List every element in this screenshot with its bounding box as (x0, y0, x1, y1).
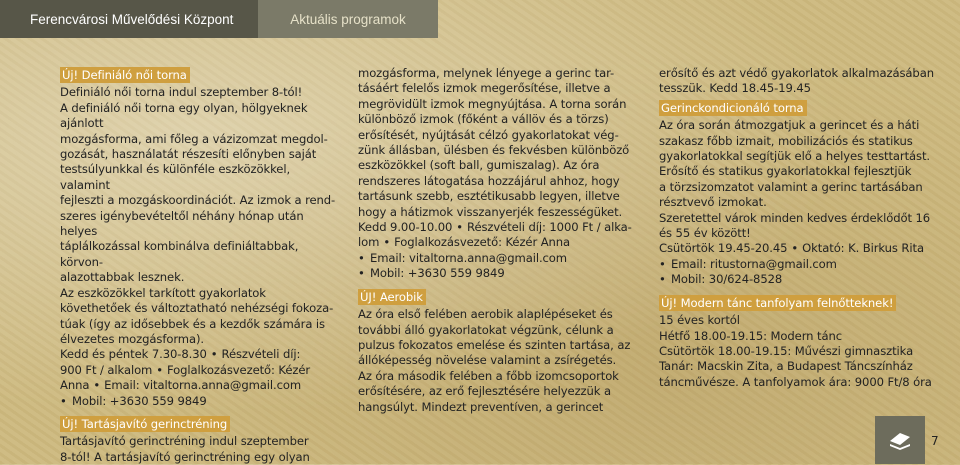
fee-line (358, 235, 640, 250)
text-line: fejleszti a mozgáskoordinációt. Az izmok a rend- (60, 193, 336, 208)
column-1 (60, 64, 342, 465)
email[interactable]: Email: ritustorna@gmail.com (671, 256, 837, 271)
section-heading: Gerinckondicionáló torna (659, 100, 807, 116)
text-line: Csütörtök 18.00-19.15: Művészi gimnasztika (659, 343, 914, 358)
fee-value: 900 Ft / alkalom (60, 362, 153, 377)
book-icon (888, 430, 912, 450)
text-line: pulzus fokozatos emelése és szinten tartása, az (358, 337, 631, 352)
bullet-icon: • (456, 220, 464, 235)
mobile: Mobil: +3630 559 9849 (370, 266, 505, 281)
text-line: tartásunk szebb, esztétikusabb legyen, illetve (358, 189, 620, 204)
bullet-icon: • (358, 250, 365, 265)
email-line (659, 257, 941, 272)
instructor-name: Anna (60, 378, 90, 393)
text-line: további álló gyakorlatokat végzünk, célunk a (358, 322, 614, 337)
text-line: Az eszközökkel tarkított gyakorlatok (60, 285, 266, 300)
mobile: Mobil: +3630 559 9849 (72, 393, 207, 408)
section-heading: ÚJ! Aerobik (358, 289, 426, 305)
spacer (60, 409, 342, 413)
fee-line (60, 363, 342, 378)
fee-label: Részvételi díj: (221, 347, 301, 362)
text-line: tesszük. Kedd 18.45-19.45 (659, 81, 811, 96)
bullet-icon: • (659, 272, 666, 287)
text-line: táplálkozással kombinálva definiáltabbak, körvon- (60, 239, 299, 269)
schedule: Csütörtök 19.45-20.45 (659, 241, 788, 256)
page-header (0, 0, 438, 38)
bullet-icon: • (659, 256, 666, 271)
column-2 (358, 66, 640, 415)
text-line: testsúlyunkkal és különféle eszközökkel, valamint (60, 162, 291, 192)
instructor: Foglalkozásvezető: Kézér (167, 362, 311, 377)
text-line: szeres igénybevételtől néhány hónap után helyes (60, 208, 304, 239)
text-line: A definiáló női torna egy olyan, hölgyeknek ajánlott (60, 100, 308, 131)
text-line: gozását, használatát részesíti előnyben saját (60, 147, 317, 162)
text-line: erősítésére, az erő fejlesztésére helyezzük a (358, 384, 611, 399)
text-line: Szeretettel várok minden kedves érdeklődőt 16 (659, 210, 931, 225)
email[interactable]: Email: vitaltorna.anna@gmail.com (370, 250, 567, 265)
section-title: Aktuális programok (258, 0, 438, 38)
text-line: 8-tól! A tartásjavító gerinctréning egy olyan (60, 449, 310, 464)
section-heading: Új! Modern tánc tanfolyam felnőtteknek! (659, 295, 896, 311)
bullet-icon: • (60, 393, 67, 408)
mobile-line (659, 272, 941, 287)
text-line: táncművésze. A tanfolyamok ára: 9000 Ft/8 óra (659, 374, 932, 389)
spacer (358, 282, 640, 286)
mobile-line (358, 266, 640, 281)
text-line: Definiáló női torna indul szeptember 8-tól! (60, 85, 303, 100)
bullet-icon: • (210, 347, 218, 362)
text-line: túak (így az idősebbek és a kezdők számára is (60, 316, 325, 331)
text-line: hangsúlyt. Mindezt preventíven, a gerincet (358, 399, 604, 414)
text-line: és 55 év között! (659, 226, 751, 241)
section-heading: Új! Tartásjavító gerinctréning (60, 416, 230, 432)
text-line: Hétfő 18.00-19.15: Modern tánc (659, 328, 842, 343)
schedule: Kedd és péntek 7.30-8.30 (60, 347, 207, 362)
bullet-icon: • (156, 362, 164, 377)
bullet-icon: • (791, 241, 799, 256)
instructor: Foglalkozásvezető: Kézér Anna (394, 235, 571, 250)
page-tab (875, 416, 925, 464)
section-heading: Új! Definiáló női torna (60, 67, 190, 83)
bullet-icon: • (383, 235, 391, 250)
bullet-icon: • (358, 266, 365, 281)
text-line: Tartásjavító gerinctréning indul szeptember (60, 434, 309, 449)
text-line: hogy a hátizmok visszanyerjék feszességüket. (358, 204, 623, 219)
text-line: követhetőek és változtatható nehézségi fokoza- (60, 301, 334, 316)
text-line: megrövidült izmok megnyújtása. A torna során (358, 96, 627, 111)
fee-label: Részvételi díj: 1000 Ft / alka- (467, 220, 632, 235)
text-line: Az óra során átmozgatjuk a gerincet és a háti (659, 118, 920, 133)
fee-value: lom (358, 235, 380, 250)
text-line: mozgásforma, melynek lényege a gerinc tar- (358, 66, 615, 80)
instructor: Oktató: K. Birkus Rita (802, 241, 924, 256)
text-line: a törzsizomzatot valamint a gerinc tartásában (659, 179, 923, 194)
text-line: rendszeres látogatása hozzájárul ahhoz, hogy (358, 173, 620, 188)
schedule-line (659, 241, 941, 256)
text-line: Az óra második felében a főbb izomcsoportok (358, 368, 619, 383)
text-line: Tanár: Macskin Zita, a Budapest Táncszínház (659, 359, 913, 374)
mobile: Mobil: 30/624-8528 (671, 272, 783, 287)
org-title: Ferencvárosi Művelődési Központ (0, 0, 258, 38)
text-line: gyakorlatokkal segítjük elő a helyes testtartást. (659, 149, 931, 164)
text-line: szakasz főbb izmait, mobilizációs és statikus (659, 133, 913, 148)
schedule: Kedd 9.00-10.00 (358, 220, 453, 235)
text-line: különböző izmok (főként a vállöv és a törzs) (358, 112, 609, 127)
text-line: erősítő és azt védő gyakorlatok alkalmazásában (659, 66, 934, 80)
text-line: mozgásforma, ami főleg a vázizomzat megdol- (60, 131, 328, 146)
page-number: 7 (931, 434, 939, 448)
email[interactable]: Email: vitaltorna.anna@gmail.com (104, 378, 302, 393)
column-3 (659, 66, 941, 390)
email-line (358, 251, 640, 266)
schedule-line (358, 220, 640, 235)
text-line: tásáért felelős izmok megerősítése, illetve a (358, 81, 611, 96)
spacer (659, 288, 941, 292)
text-line: Az óra első felében aerobik alaplépéseket és (358, 307, 613, 322)
text-line: eszközökkel (soft ball, gumiszalag). Az óra (358, 158, 600, 173)
schedule-line (60, 347, 342, 362)
bullet-icon: • (93, 378, 101, 393)
text-line: alazottabbak lesznek. (60, 270, 185, 285)
text-line: Erősítő és statikus gyakorlatokkal fejlesztjük (659, 164, 912, 179)
text-line: zünk állásban, ülésben és fekvésben különböző (358, 143, 630, 158)
text-line: állóképesség növelése valamint a zsírégetés. (358, 353, 617, 368)
text-line: élvezetes mozgásforma). (60, 331, 204, 346)
text-line: 15 éves kortól (659, 313, 740, 328)
contact-line (60, 378, 342, 393)
text-line: erősítését, nyújtását célzó gyakorlatokat vég- (358, 127, 619, 142)
mobile-line (60, 394, 342, 409)
text-line: résztvevő izmokat. (659, 195, 767, 210)
